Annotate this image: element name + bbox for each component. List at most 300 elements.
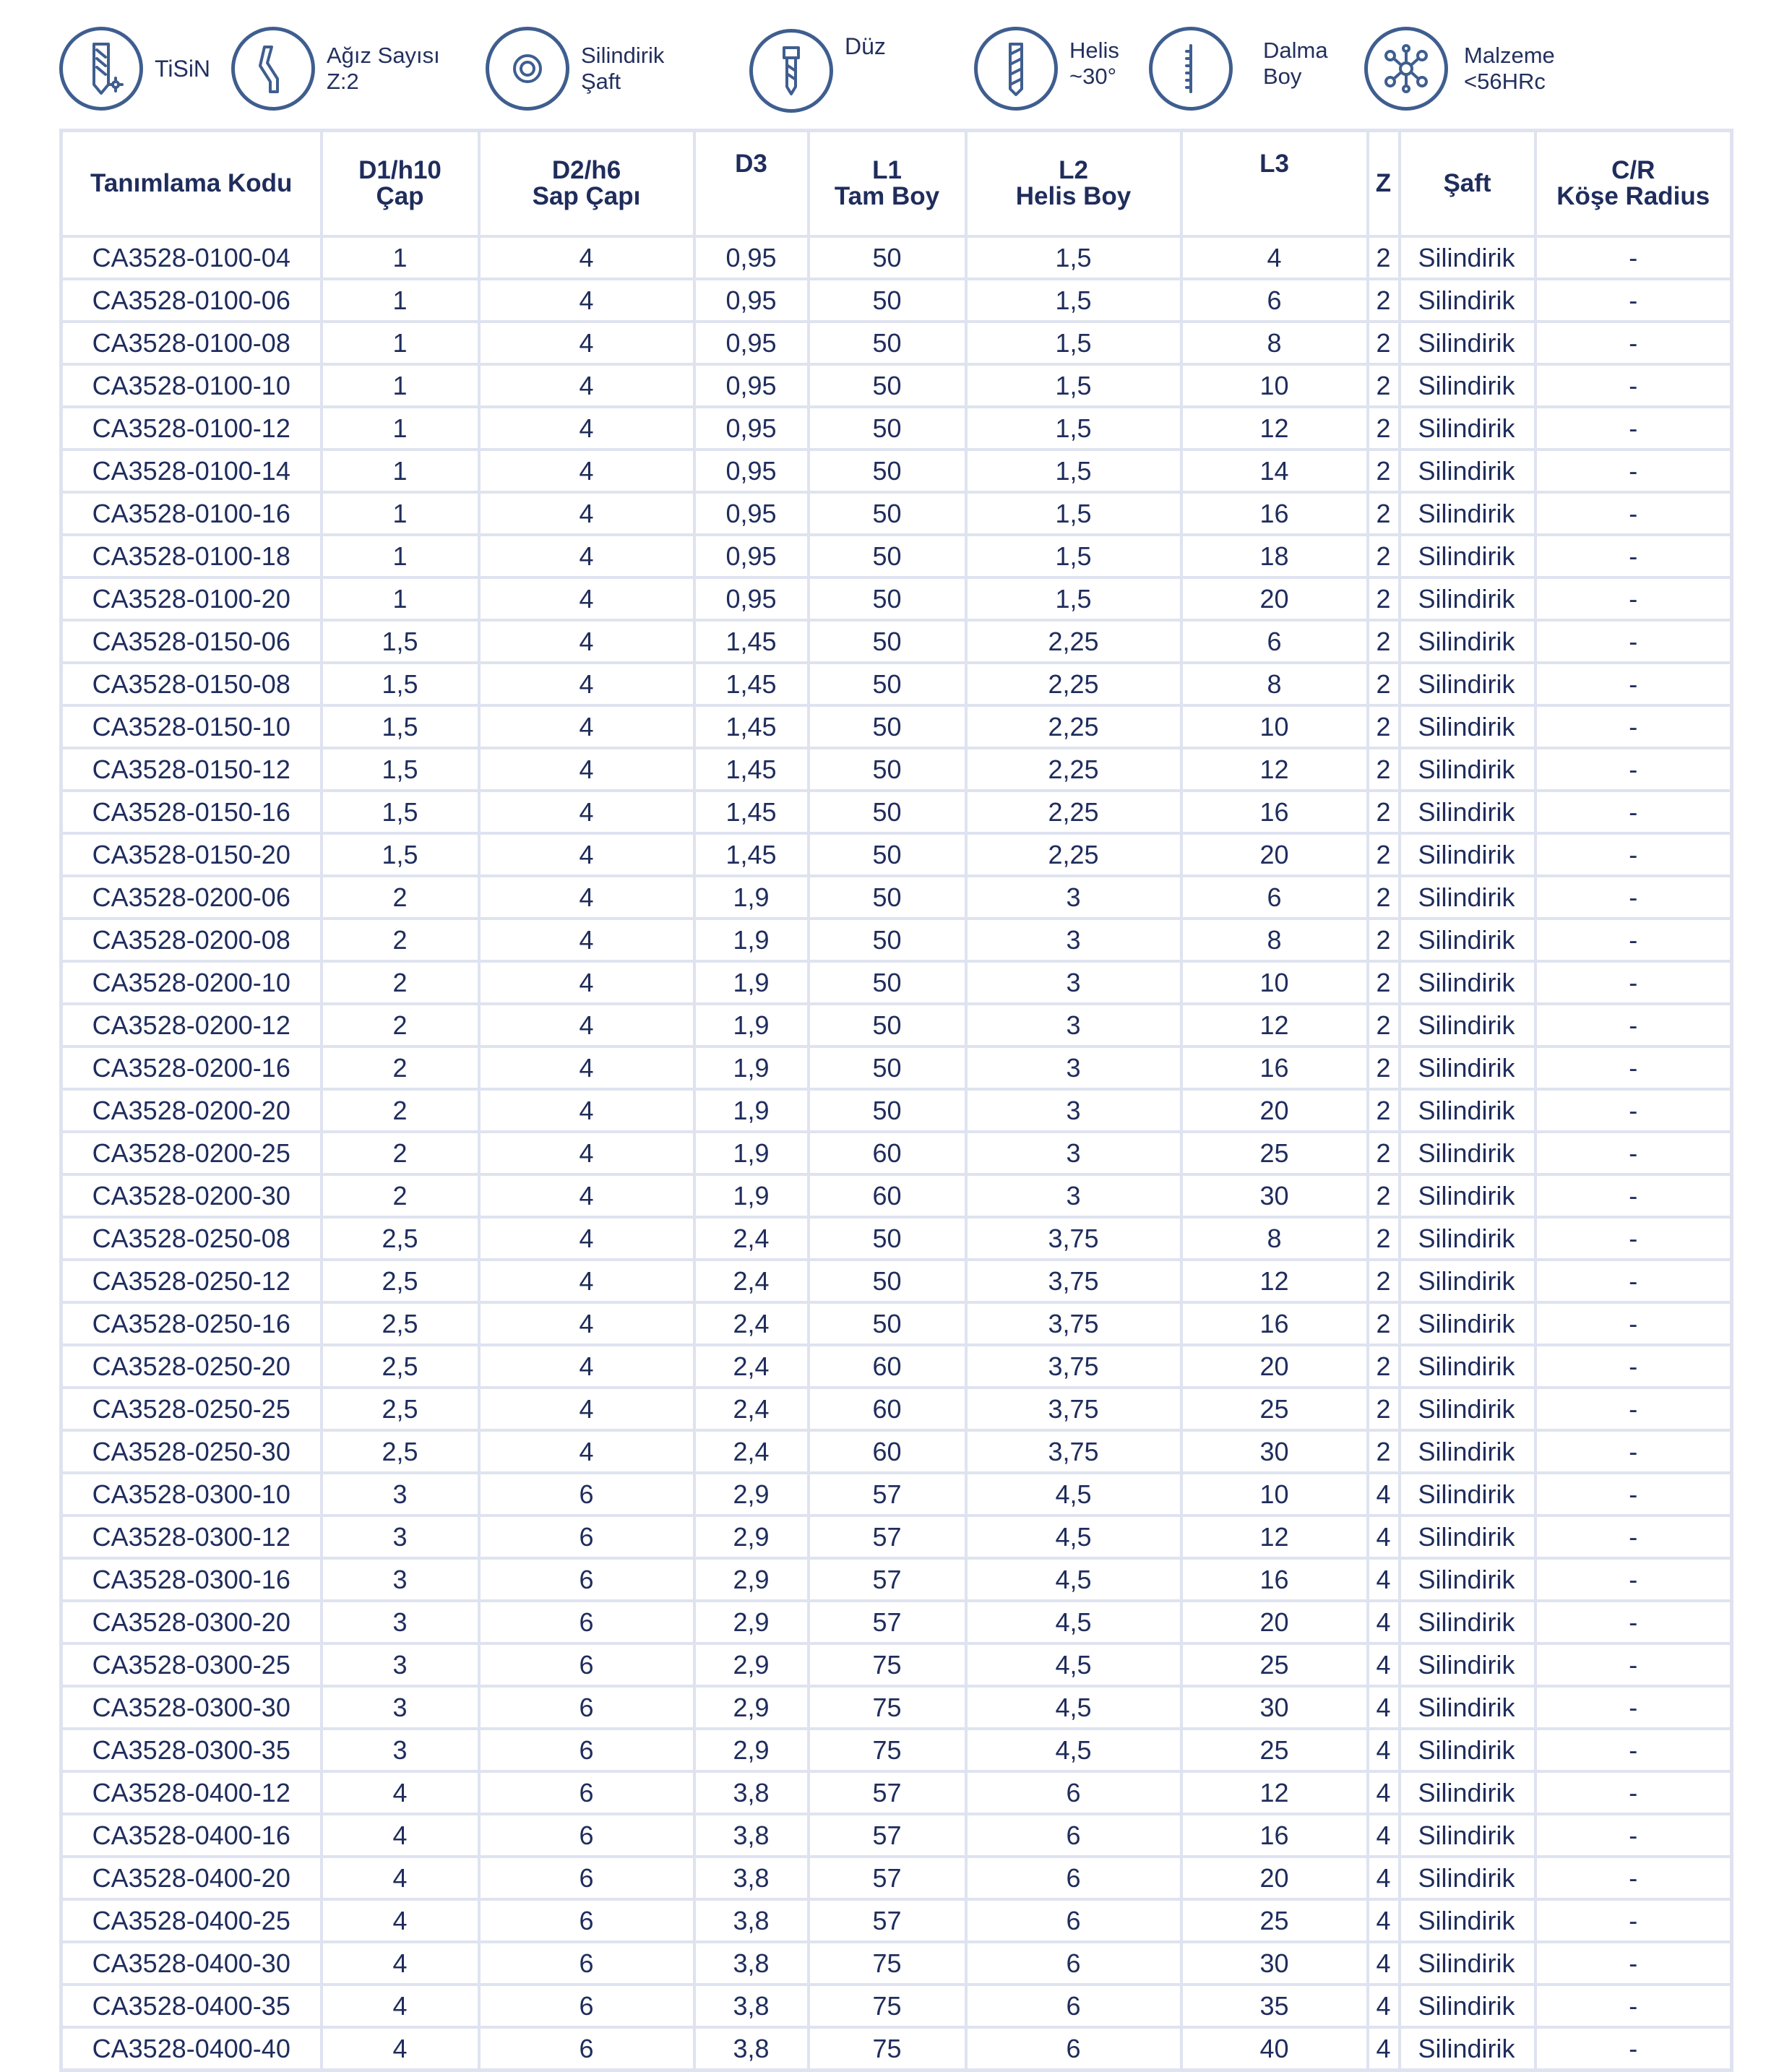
cell-shaft: Silindirik <box>1400 663 1535 705</box>
cell-corner-radius: - <box>1535 1004 1732 1046</box>
header-shaft: Şaft <box>1400 131 1535 237</box>
cell-d2: 6 <box>479 1899 694 1942</box>
cell-l2: 3,75 <box>966 1345 1181 1388</box>
table-row <box>61 1942 1732 1985</box>
cell-d3: 0,95 <box>694 450 809 492</box>
cell-d1: 4 <box>322 1814 479 1857</box>
cell-code: CA3528-0200-20 <box>61 1089 322 1132</box>
table-row <box>61 748 1732 791</box>
cell-code: CA3528-0400-16 <box>61 1814 322 1857</box>
cell-corner-radius: - <box>1535 1473 1732 1516</box>
cell-z: 4 <box>1368 1516 1400 1558</box>
cell-d3: 3,8 <box>694 1814 809 1857</box>
cell-l3: 10 <box>1181 961 1368 1004</box>
cell-z: 4 <box>1368 1643 1400 1686</box>
cell-shaft: Silindirik <box>1400 1601 1535 1643</box>
cell-shaft: Silindirik <box>1400 1174 1535 1217</box>
cell-l3: 25 <box>1181 1729 1368 1771</box>
cell-l3: 16 <box>1181 1302 1368 1345</box>
feature-flutes <box>231 23 440 113</box>
cell-l3: 16 <box>1181 791 1368 833</box>
cell-d3: 2,4 <box>694 1217 809 1260</box>
cell-d1: 4 <box>322 2027 479 2071</box>
cell-l2: 3,75 <box>966 1217 1181 1260</box>
cell-z: 2 <box>1368 1132 1400 1174</box>
cell-d2: 4 <box>479 535 694 577</box>
cell-corner-radius: - <box>1535 876 1732 919</box>
table-row <box>61 1899 1732 1942</box>
cell-d1: 3 <box>322 1601 479 1643</box>
table-row <box>61 492 1732 535</box>
cell-d1: 2,5 <box>322 1217 479 1260</box>
cell-d1: 2,5 <box>322 1260 479 1302</box>
cell-d1: 3 <box>322 1686 479 1729</box>
cell-d1: 2 <box>322 1004 479 1046</box>
cell-l3: 20 <box>1181 1345 1368 1388</box>
cell-z: 2 <box>1368 450 1400 492</box>
flat-end-icon <box>749 29 833 113</box>
cell-corner-radius: - <box>1535 492 1732 535</box>
cell-l1: 50 <box>809 407 966 450</box>
cell-d1: 4 <box>322 1942 479 1985</box>
cell-d2: 4 <box>479 663 694 705</box>
cell-l3: 8 <box>1181 322 1368 364</box>
cell-l2: 2,25 <box>966 705 1181 748</box>
cell-corner-radius: - <box>1535 791 1732 833</box>
cell-corner-radius: - <box>1535 1686 1732 1729</box>
cell-l1: 50 <box>809 1004 966 1046</box>
cell-l2: 3 <box>966 1046 1181 1089</box>
cell-l3: 6 <box>1181 279 1368 322</box>
cell-code: CA3528-0200-16 <box>61 1046 322 1089</box>
cell-d3: 2,4 <box>694 1302 809 1345</box>
cell-d1: 2,5 <box>322 1302 479 1345</box>
cell-shaft: Silindirik <box>1400 1132 1535 1174</box>
cell-d2: 4 <box>479 1004 694 1046</box>
cell-d2: 4 <box>479 1132 694 1174</box>
cell-code: CA3528-0150-20 <box>61 833 322 876</box>
cell-d1: 1 <box>322 450 479 492</box>
cell-l1: 50 <box>809 492 966 535</box>
table-row <box>61 1217 1732 1260</box>
cell-code: CA3528-0100-10 <box>61 364 322 407</box>
cell-l3: 20 <box>1181 1601 1368 1643</box>
cell-l1: 50 <box>809 1302 966 1345</box>
cell-corner-radius: - <box>1535 279 1732 322</box>
cell-d1: 1 <box>322 236 479 279</box>
cell-code: CA3528-0100-04 <box>61 236 322 279</box>
cell-corner-radius: - <box>1535 961 1732 1004</box>
cell-d2: 6 <box>479 1857 694 1899</box>
cell-d3: 1,9 <box>694 1004 809 1046</box>
table-row <box>61 364 1732 407</box>
cell-l2: 1,5 <box>966 407 1181 450</box>
cell-shaft: Silindirik <box>1400 1814 1535 1857</box>
cell-code: CA3528-0150-06 <box>61 620 322 663</box>
cell-d1: 4 <box>322 1985 479 2027</box>
cell-z: 4 <box>1368 1771 1400 1814</box>
cell-d3: 2,9 <box>694 1729 809 1771</box>
feature-coating <box>59 23 210 113</box>
cell-d3: 1,45 <box>694 663 809 705</box>
header-l3: L3 <box>1181 131 1368 237</box>
cell-l3: 20 <box>1181 1089 1368 1132</box>
cell-code: CA3528-0400-40 <box>61 2027 322 2071</box>
cell-d2: 4 <box>479 1302 694 1345</box>
cell-l1: 57 <box>809 1516 966 1558</box>
cell-l1: 50 <box>809 322 966 364</box>
header-l1: L1 Tam Boy <box>809 131 966 237</box>
feature-icon-bar <box>0 0 1792 126</box>
cell-l1: 50 <box>809 1260 966 1302</box>
cell-l1: 75 <box>809 1985 966 2027</box>
cell-d2: 4 <box>479 833 694 876</box>
cell-d2: 4 <box>479 919 694 961</box>
cell-d2: 4 <box>479 236 694 279</box>
cell-corner-radius: - <box>1535 450 1732 492</box>
cell-l1: 50 <box>809 620 966 663</box>
cell-d3: 0,95 <box>694 279 809 322</box>
table-row <box>61 1260 1732 1302</box>
cell-d3: 3,8 <box>694 1899 809 1942</box>
cell-shaft: Silindirik <box>1400 1899 1535 1942</box>
table-row <box>61 833 1732 876</box>
cell-l3: 16 <box>1181 1558 1368 1601</box>
cell-d2: 4 <box>479 1089 694 1132</box>
cell-code: CA3528-0250-25 <box>61 1388 322 1430</box>
cell-code: CA3528-0100-16 <box>61 492 322 535</box>
cell-z: 4 <box>1368 2027 1400 2071</box>
cell-code: CA3528-0300-20 <box>61 1601 322 1643</box>
cell-l3: 35 <box>1181 1985 1368 2027</box>
cell-d2: 4 <box>479 1217 694 1260</box>
cell-d3: 2,4 <box>694 1388 809 1430</box>
feature-label: Helis ~30° <box>1069 37 1119 89</box>
cell-shaft: Silindirik <box>1400 1217 1535 1260</box>
cell-z: 2 <box>1368 705 1400 748</box>
cell-code: CA3528-0100-12 <box>61 407 322 450</box>
table-header-row <box>61 131 1732 237</box>
cell-shaft: Silindirik <box>1400 1643 1535 1686</box>
cell-d2: 6 <box>479 1516 694 1558</box>
cell-d1: 2 <box>322 1089 479 1132</box>
cell-shaft: Silindirik <box>1400 1260 1535 1302</box>
cell-z: 4 <box>1368 1601 1400 1643</box>
cell-l3: 18 <box>1181 535 1368 577</box>
cell-d3: 1,45 <box>694 748 809 791</box>
cell-l1: 57 <box>809 1899 966 1942</box>
cell-d2: 6 <box>479 1729 694 1771</box>
cell-l3: 25 <box>1181 1132 1368 1174</box>
cell-l1: 57 <box>809 1473 966 1516</box>
cell-corner-radius: - <box>1535 1302 1732 1345</box>
cell-l1: 50 <box>809 833 966 876</box>
cell-l2: 6 <box>966 1899 1181 1942</box>
cell-l1: 50 <box>809 961 966 1004</box>
cell-corner-radius: - <box>1535 1132 1732 1174</box>
cell-l1: 75 <box>809 1729 966 1771</box>
cell-l2: 2,25 <box>966 833 1181 876</box>
cell-corner-radius: - <box>1535 1174 1732 1217</box>
cell-z: 2 <box>1368 876 1400 919</box>
cell-d1: 1,5 <box>322 833 479 876</box>
cell-shaft: Silindirik <box>1400 1388 1535 1430</box>
cell-l2: 2,25 <box>966 663 1181 705</box>
cell-z: 2 <box>1368 1004 1400 1046</box>
cell-l2: 3 <box>966 1089 1181 1132</box>
cell-z: 2 <box>1368 1388 1400 1430</box>
cell-corner-radius: - <box>1535 1260 1732 1302</box>
cell-l2: 4,5 <box>966 1729 1181 1771</box>
cell-l3: 12 <box>1181 1260 1368 1302</box>
cell-l3: 12 <box>1181 748 1368 791</box>
cell-z: 4 <box>1368 1729 1400 1771</box>
cell-l1: 50 <box>809 791 966 833</box>
cell-d3: 3,8 <box>694 1857 809 1899</box>
cell-z: 2 <box>1368 663 1400 705</box>
cell-d3: 1,9 <box>694 1132 809 1174</box>
cell-d1: 1 <box>322 407 479 450</box>
cell-d2: 4 <box>479 577 694 620</box>
cell-l2: 1,5 <box>966 535 1181 577</box>
cell-l3: 10 <box>1181 1473 1368 1516</box>
table-row <box>61 1132 1732 1174</box>
cell-z: 2 <box>1368 748 1400 791</box>
table-row <box>61 1814 1732 1857</box>
cell-l2: 1,5 <box>966 364 1181 407</box>
cell-l1: 50 <box>809 535 966 577</box>
cell-z: 4 <box>1368 1857 1400 1899</box>
cell-l1: 57 <box>809 1857 966 1899</box>
cell-z: 2 <box>1368 364 1400 407</box>
cell-l3: 25 <box>1181 1899 1368 1942</box>
cell-l1: 50 <box>809 1217 966 1260</box>
cell-d3: 3,8 <box>694 1942 809 1985</box>
cell-d2: 6 <box>479 1473 694 1516</box>
cell-z: 2 <box>1368 1174 1400 1217</box>
cell-d3: 1,45 <box>694 791 809 833</box>
cell-l1: 50 <box>809 705 966 748</box>
cell-d1: 3 <box>322 1473 479 1516</box>
cell-shaft: Silindirik <box>1400 407 1535 450</box>
cell-code: CA3528-0400-30 <box>61 1942 322 1985</box>
table-row <box>61 535 1732 577</box>
cell-code: CA3528-0250-16 <box>61 1302 322 1345</box>
cell-z: 4 <box>1368 1899 1400 1942</box>
cell-d1: 1 <box>322 535 479 577</box>
table-row <box>61 1302 1732 1345</box>
table-row <box>61 705 1732 748</box>
cell-corner-radius: - <box>1535 1942 1732 1985</box>
cell-code: CA3528-0300-16 <box>61 1558 322 1601</box>
cell-l2: 3,75 <box>966 1260 1181 1302</box>
feature-label: Ağız Sayısı Z:2 <box>327 42 440 94</box>
cell-corner-radius: - <box>1535 1729 1732 1771</box>
cell-l2: 3,75 <box>966 1302 1181 1345</box>
cell-d3: 1,45 <box>694 833 809 876</box>
cell-l1: 57 <box>809 1601 966 1643</box>
cell-corner-radius: - <box>1535 1643 1732 1686</box>
cell-d1: 3 <box>322 1729 479 1771</box>
cell-l1: 50 <box>809 364 966 407</box>
cell-l2: 3,75 <box>966 1430 1181 1473</box>
cell-shaft: Silindirik <box>1400 833 1535 876</box>
cell-code: CA3528-0150-12 <box>61 748 322 791</box>
cell-d1: 4 <box>322 1771 479 1814</box>
cell-corner-radius: - <box>1535 364 1732 407</box>
table-row <box>61 1643 1732 1686</box>
table-row <box>61 1345 1732 1388</box>
cell-corner-radius: - <box>1535 919 1732 961</box>
cell-z: 2 <box>1368 1260 1400 1302</box>
cell-z: 2 <box>1368 620 1400 663</box>
cell-z: 2 <box>1368 791 1400 833</box>
cell-l1: 50 <box>809 663 966 705</box>
cell-corner-radius: - <box>1535 1345 1732 1388</box>
cell-l1: 60 <box>809 1430 966 1473</box>
cell-l2: 4,5 <box>966 1601 1181 1643</box>
cell-d1: 2 <box>322 876 479 919</box>
cell-d2: 6 <box>479 1985 694 2027</box>
cell-d2: 4 <box>479 492 694 535</box>
cell-d1: 3 <box>322 1516 479 1558</box>
material-molecule-icon <box>1364 27 1448 111</box>
cell-l1: 75 <box>809 1686 966 1729</box>
cell-l3: 6 <box>1181 620 1368 663</box>
cell-d1: 2,5 <box>322 1430 479 1473</box>
cell-l2: 4,5 <box>966 1516 1181 1558</box>
cell-d3: 0,95 <box>694 407 809 450</box>
table-row <box>61 407 1732 450</box>
cell-l3: 30 <box>1181 1942 1368 1985</box>
cell-shaft: Silindirik <box>1400 1771 1535 1814</box>
cell-l2: 2,25 <box>966 620 1181 663</box>
cell-d3: 1,9 <box>694 1046 809 1089</box>
table-row <box>61 1473 1732 1516</box>
cell-corner-radius: - <box>1535 1771 1732 1814</box>
cell-shaft: Silindirik <box>1400 919 1535 961</box>
feature-label: Malzeme <56HRc <box>1464 42 1555 94</box>
cell-l2: 6 <box>966 1814 1181 1857</box>
cell-code: CA3528-0300-10 <box>61 1473 322 1516</box>
cell-corner-radius: - <box>1535 1516 1732 1558</box>
cell-z: 2 <box>1368 1217 1400 1260</box>
cell-shaft: Silindirik <box>1400 620 1535 663</box>
cell-shaft: Silindirik <box>1400 748 1535 791</box>
cell-d3: 2,9 <box>694 1558 809 1601</box>
cell-l1: 57 <box>809 1558 966 1601</box>
header-l2: L2 Helis Boy <box>966 131 1181 237</box>
cell-corner-radius: - <box>1535 2027 1732 2071</box>
cell-l2: 3 <box>966 876 1181 919</box>
cell-shaft: Silindirik <box>1400 705 1535 748</box>
cell-code: CA3528-0400-20 <box>61 1857 322 1899</box>
cell-shaft: Silindirik <box>1400 279 1535 322</box>
cell-corner-radius: - <box>1535 833 1732 876</box>
header-d3: D3 <box>694 131 809 237</box>
cell-d1: 1,5 <box>322 748 479 791</box>
feature-label: TiSiN <box>155 55 211 82</box>
cell-l3: 6 <box>1181 876 1368 919</box>
cell-shaft: Silindirik <box>1400 1004 1535 1046</box>
cell-z: 2 <box>1368 279 1400 322</box>
cell-d2: 4 <box>479 1388 694 1430</box>
table-row <box>61 919 1732 961</box>
cell-d1: 1,5 <box>322 620 479 663</box>
cell-l3: 25 <box>1181 1643 1368 1686</box>
cell-z: 4 <box>1368 1686 1400 1729</box>
cell-corner-radius: - <box>1535 1857 1732 1899</box>
cell-shaft: Silindirik <box>1400 1473 1535 1516</box>
cell-l3: 8 <box>1181 663 1368 705</box>
table-row <box>61 791 1732 833</box>
cell-d2: 4 <box>479 1174 694 1217</box>
cell-l2: 4,5 <box>966 1643 1181 1686</box>
cell-shaft: Silindirik <box>1400 1729 1535 1771</box>
cell-l3: 12 <box>1181 407 1368 450</box>
feature-material <box>1364 23 1555 113</box>
cell-corner-radius: - <box>1535 1899 1732 1942</box>
cell-l1: 60 <box>809 1345 966 1388</box>
cell-d2: 6 <box>479 1814 694 1857</box>
cell-z: 4 <box>1368 1473 1400 1516</box>
cell-shaft: Silindirik <box>1400 1430 1535 1473</box>
cell-d2: 4 <box>479 279 694 322</box>
cell-d2: 6 <box>479 1643 694 1686</box>
cell-l2: 1,5 <box>966 577 1181 620</box>
cell-d1: 2 <box>322 1174 479 1217</box>
cell-d2: 4 <box>479 364 694 407</box>
cell-z: 2 <box>1368 535 1400 577</box>
cell-code: CA3528-0200-12 <box>61 1004 322 1046</box>
cell-l2: 3 <box>966 961 1181 1004</box>
cell-l1: 60 <box>809 1132 966 1174</box>
cell-z: 2 <box>1368 1089 1400 1132</box>
table-row <box>61 663 1732 705</box>
cell-shaft: Silindirik <box>1400 236 1535 279</box>
cell-d3: 1,9 <box>694 1089 809 1132</box>
table-row <box>61 1430 1732 1473</box>
cell-corner-radius: - <box>1535 1217 1732 1260</box>
cell-z: 4 <box>1368 1985 1400 2027</box>
cell-code: CA3528-0300-35 <box>61 1729 322 1771</box>
header-z: Z <box>1368 131 1400 237</box>
cell-l3: 12 <box>1181 1771 1368 1814</box>
feature-label: Düz <box>845 33 886 59</box>
cell-code: CA3528-0300-25 <box>61 1643 322 1686</box>
cell-z: 4 <box>1368 1942 1400 1985</box>
cell-code: CA3528-0400-35 <box>61 1985 322 2027</box>
cell-l2: 1,5 <box>966 450 1181 492</box>
cell-shaft: Silindirik <box>1400 1345 1535 1388</box>
cell-d2: 4 <box>479 876 694 919</box>
cell-corner-radius: - <box>1535 1046 1732 1089</box>
cell-z: 2 <box>1368 492 1400 535</box>
table-row <box>61 1388 1732 1430</box>
cell-shaft: Silindirik <box>1400 961 1535 1004</box>
cell-l2: 4,5 <box>966 1473 1181 1516</box>
cell-corner-radius: - <box>1535 1089 1732 1132</box>
table-body <box>61 236 1732 2071</box>
cell-code: CA3528-0150-08 <box>61 663 322 705</box>
cell-l1: 50 <box>809 279 966 322</box>
table-row <box>61 1857 1732 1899</box>
table-row <box>61 1516 1732 1558</box>
table-row <box>61 577 1732 620</box>
cell-l1: 50 <box>809 1046 966 1089</box>
cell-l1: 50 <box>809 450 966 492</box>
table-row <box>61 1985 1732 2027</box>
